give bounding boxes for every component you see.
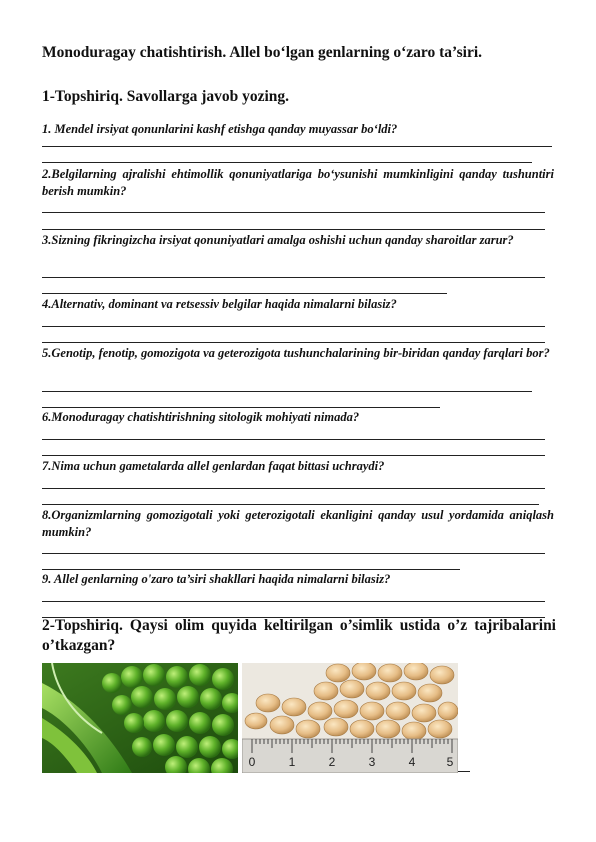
question-9: 9. Allel genlarning o'zaro ta’siri shakllari haqida nimalarni bilasiz?: [42, 572, 391, 586]
ruler-label: 2: [328, 755, 336, 769]
answer-line[interactable]: [42, 601, 545, 602]
answer-line[interactable]: [42, 391, 532, 392]
answer-line[interactable]: [42, 293, 447, 294]
question-2: 2.Belgilarning ajralishi ehtimollik qonuniyatlariga bo‘ysunishi mumkinligini qanday tushuntiri berish mumkin?: [42, 167, 554, 198]
answer-line[interactable]: [42, 162, 532, 163]
answer-line[interactable]: [42, 407, 440, 408]
question-6: 6.Monoduragay chatishtirishning sitologik mohiyati nimada?: [42, 410, 360, 424]
answer-line[interactable]: [42, 553, 545, 554]
answer-line[interactable]: [42, 439, 545, 440]
answer-line[interactable]: [42, 229, 545, 230]
answer-line[interactable]: [458, 771, 470, 772]
question-3: 3.Sizning fikringizcha irsiyat qonuniyatlari amalga oshishi uchun qanday sharoitlar zarur?: [42, 233, 514, 247]
answer-line[interactable]: [42, 342, 545, 343]
question-7: 7.Nima uchun gametalarda allel genlardan faqat bittasi uchraydi?: [42, 459, 385, 473]
answer-line[interactable]: [42, 504, 539, 505]
question-1: 1. Mendel irsiyat qonunlarini kashf etishga qanday muyassar bo‘ldi?: [42, 122, 398, 136]
ruler-label: 5: [446, 755, 454, 769]
pea-pods-photo: [42, 663, 238, 773]
ruler-label: 4: [408, 755, 416, 769]
question-8: 8.Organizmlarning gomozigotali yoki geterozigotali ekanligini qanday usul yordamida aniqlash mumkin?: [42, 508, 554, 539]
answer-line[interactable]: [42, 326, 545, 327]
answer-line[interactable]: [42, 455, 545, 456]
ruler-label: 1: [288, 755, 296, 769]
answer-line[interactable]: [42, 212, 545, 213]
answer-line[interactable]: [42, 488, 545, 489]
answer-line[interactable]: [42, 277, 545, 278]
pea-seeds-ruler-photo: [242, 663, 458, 773]
page-title: Monoduragay chatishtirish. Allel bo‘lgan genlarning o‘zaro ta’siri.: [42, 44, 483, 61]
answer-line[interactable]: [42, 569, 460, 570]
question-5: 5.Genotip, fenotip, gomozigota va geterozigota tushunchalarining bir-biridan qanday farqlari bor?: [42, 346, 550, 360]
ruler-label: 0: [248, 755, 256, 769]
answer-line[interactable]: [42, 146, 552, 147]
task-1-heading: 1-Topshiriq. Savollarga javob yozing.: [42, 88, 290, 105]
task-2-heading: 2-Topshiriq. Qaysi olim quyida keltirilgan o’simlik ustida o’z tajribalarini o’tkazgan?: [42, 617, 556, 654]
ruler-label: 3: [368, 755, 376, 769]
question-4: 4.Alternativ, dominant va retsessiv belgilar haqida nimalarni bilasiz?: [42, 297, 397, 311]
